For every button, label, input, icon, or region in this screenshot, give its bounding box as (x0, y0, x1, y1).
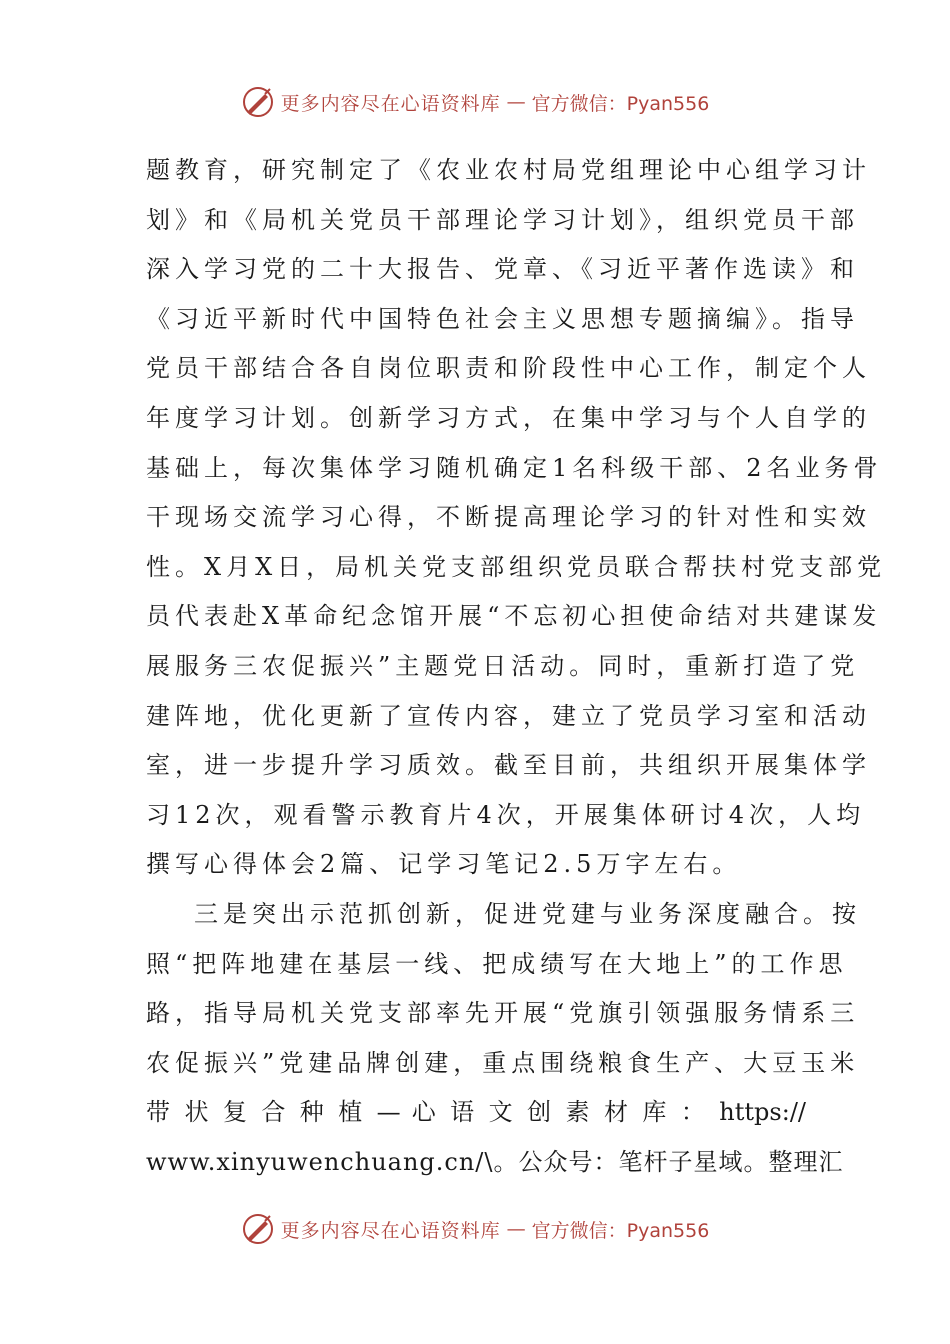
text-line: 年度学习计划。创新学习方式，在集中学习与个人自学的 (146, 403, 871, 432)
paragraph-first-line: 三是突出示范抓创新，促进党建与业务深度融合。按 (194, 899, 861, 928)
watermark-text: 更多内容尽在心语资料库 (280, 92, 501, 115)
header-watermark (0, 82, 950, 122)
document-body (146, 146, 887, 1187)
watermark-separator: — (506, 91, 526, 113)
text-line: 划》和《局机关党员干部理论学习计划》，组织党员干部 (146, 205, 859, 234)
text-line: 深入学习党的二十大报告、党章、《习近平著作选读》和 (146, 255, 859, 284)
text-line: 干现场交流学习心得，不断提高理论学习的针对性和实效 (146, 503, 871, 532)
text-line: 题教育，研究制定了《农业农村局党组理论中心组学习计 (146, 156, 871, 184)
watermark-suffix: 官方微信：Pyan556 (531, 92, 710, 115)
text-line: 路，指导局机关党支部率先开展“党旗引领强服务情系三 (146, 999, 860, 1028)
text-line: 性。X月X日，局机关党支部组织党员联合帮扶村党支部党 (146, 552, 887, 581)
text-line: 建阵地，优化更新了宣传内容，建立了党员学习室和活动 (146, 701, 871, 730)
watermark-suffix: 官方微信：Pyan556 (531, 1219, 710, 1242)
text-line: 室，进一步提升学习质效。截至目前，共组织开展集体学 (146, 751, 871, 780)
text-line: 《习近平新时代中国特色社会主义思想专题摘编》。指导 (146, 304, 859, 333)
text-line: 展服务三农促振兴”主题党日活动。同时，重新打造了党 (146, 651, 860, 680)
text-line: 基础上，每次集体学习随机确定1名科级干部、2名业务骨 (146, 453, 883, 482)
pen-logo-icon (241, 1212, 275, 1246)
watermark-text: 更多内容尽在心语资料库 (280, 1219, 501, 1242)
text-line: 带 状 复 合 种 植 — 心 语 文 创 素 材 库 ： https:// (146, 1098, 806, 1127)
text-line: 党员干部结合各自岗位职责和阶段性中心工作，制定个人 (146, 354, 871, 383)
text-line: www.xinyuwenchuang.cn/\。公众号：笔杆子星域。整理汇 (146, 1147, 844, 1176)
footer-watermark (0, 1209, 950, 1249)
text-line: 习12次，观看警示教育片4次，开展集体研讨4次，人均 (146, 800, 866, 829)
text-line: 照“把阵地建在基层一线、把成绩写在大地上”的工作思 (146, 949, 848, 978)
text-line: 农促振兴”党建品牌创建，重点围绕粮食生产、大豆玉米 (146, 1048, 860, 1077)
text-line: 撰写心得体会2篇、记学习笔记2.5万字左右。 (146, 850, 742, 879)
text-line: 员代表赴X革命纪念馆开展“不忘初心担使命结对共建谋发 (146, 602, 882, 631)
pen-logo-icon (241, 85, 275, 119)
watermark-separator: — (506, 1218, 526, 1240)
